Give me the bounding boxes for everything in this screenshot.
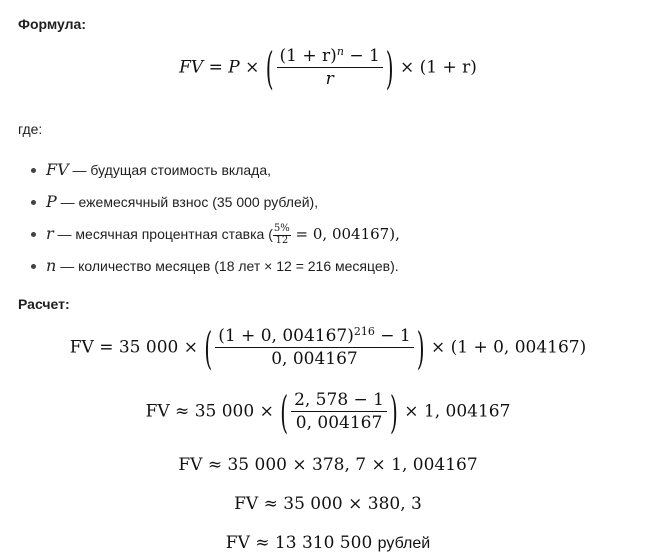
- definition-var: n: [46, 256, 57, 275]
- calc2-fraction: [291, 391, 387, 433]
- right-paren: ): [416, 321, 425, 375]
- left-paren: (: [265, 41, 274, 95]
- calc-line-5: [0, 533, 656, 553]
- rate-fraction: [273, 224, 291, 246]
- times-sign: ×: [245, 57, 260, 78]
- list-item: [0, 186, 400, 218]
- list-item: [0, 154, 400, 186]
- definition-text: — ежемесячный взнос (35 000 рублей),: [56, 194, 319, 210]
- calc2-numerator: 2, 578 − 1: [294, 390, 385, 410]
- calc1-denominator: 0, 004167: [215, 347, 414, 370]
- rate-value: = 0, 004167),: [290, 225, 400, 243]
- right-paren: ): [390, 385, 398, 439]
- formula-fraction: [277, 47, 383, 89]
- fv-symbol: FV: [179, 57, 204, 78]
- formula-numerator: $(1 + r)^n - 1$: [279, 45, 380, 66]
- calc-line-1: [0, 321, 656, 375]
- formula-heading: Формула:: [18, 16, 86, 32]
- calc5-unit: рублей: [377, 535, 431, 552]
- p-symbol: P: [228, 57, 240, 78]
- calc2-denominator: 0, 004167: [291, 411, 387, 434]
- list-item: [0, 250, 400, 282]
- calc5-math: FV ≈ 13 310 500: [225, 533, 373, 553]
- definition-var: P: [46, 192, 57, 211]
- calc2-lhs: FV ≈ 35 000 ×: [145, 401, 274, 422]
- rate-numerator: 5%: [273, 223, 290, 235]
- calc1-fraction: [215, 327, 414, 369]
- formula-denominator: r: [277, 67, 383, 90]
- calc-line-4: FV ≈ 35 000 × 380, 3: [234, 494, 422, 514]
- definitions-list: [0, 154, 400, 282]
- main-formula: [0, 41, 656, 95]
- definition-var: FV: [46, 160, 69, 179]
- formula-tail: × (1 + r): [400, 57, 477, 78]
- right-paren: ): [385, 41, 394, 95]
- definition-text: — месячная процентная ставка (: [53, 226, 273, 242]
- equals-sign: =: [208, 57, 223, 78]
- definition-var: r: [46, 224, 54, 243]
- calc1-tail: × (1 + 0, 004167): [430, 337, 587, 358]
- left-paren: (: [204, 321, 213, 375]
- calc-line-3: FV ≈ 35 000 × 378, 7 × 1, 004167: [178, 455, 478, 475]
- calc2-tail: × 1, 004167: [404, 401, 511, 422]
- list-item: [0, 218, 400, 250]
- calc1-lhs: FV = 35 000 ×: [69, 337, 198, 358]
- where-label: где:: [18, 121, 43, 137]
- left-paren: (: [280, 385, 289, 439]
- rate-denominator: 12: [273, 235, 291, 247]
- calc-heading: Расчет:: [18, 296, 70, 312]
- calc1-numerator: (1 + 0, 004167)$^{216}$ − 1: [218, 325, 411, 346]
- definition-text: — количество месяцев (18 лет × 12 = 216 месяцев).: [56, 258, 399, 274]
- definition-text: — будущая стоимость вклада,: [68, 162, 272, 178]
- calc-line-2: [0, 385, 656, 439]
